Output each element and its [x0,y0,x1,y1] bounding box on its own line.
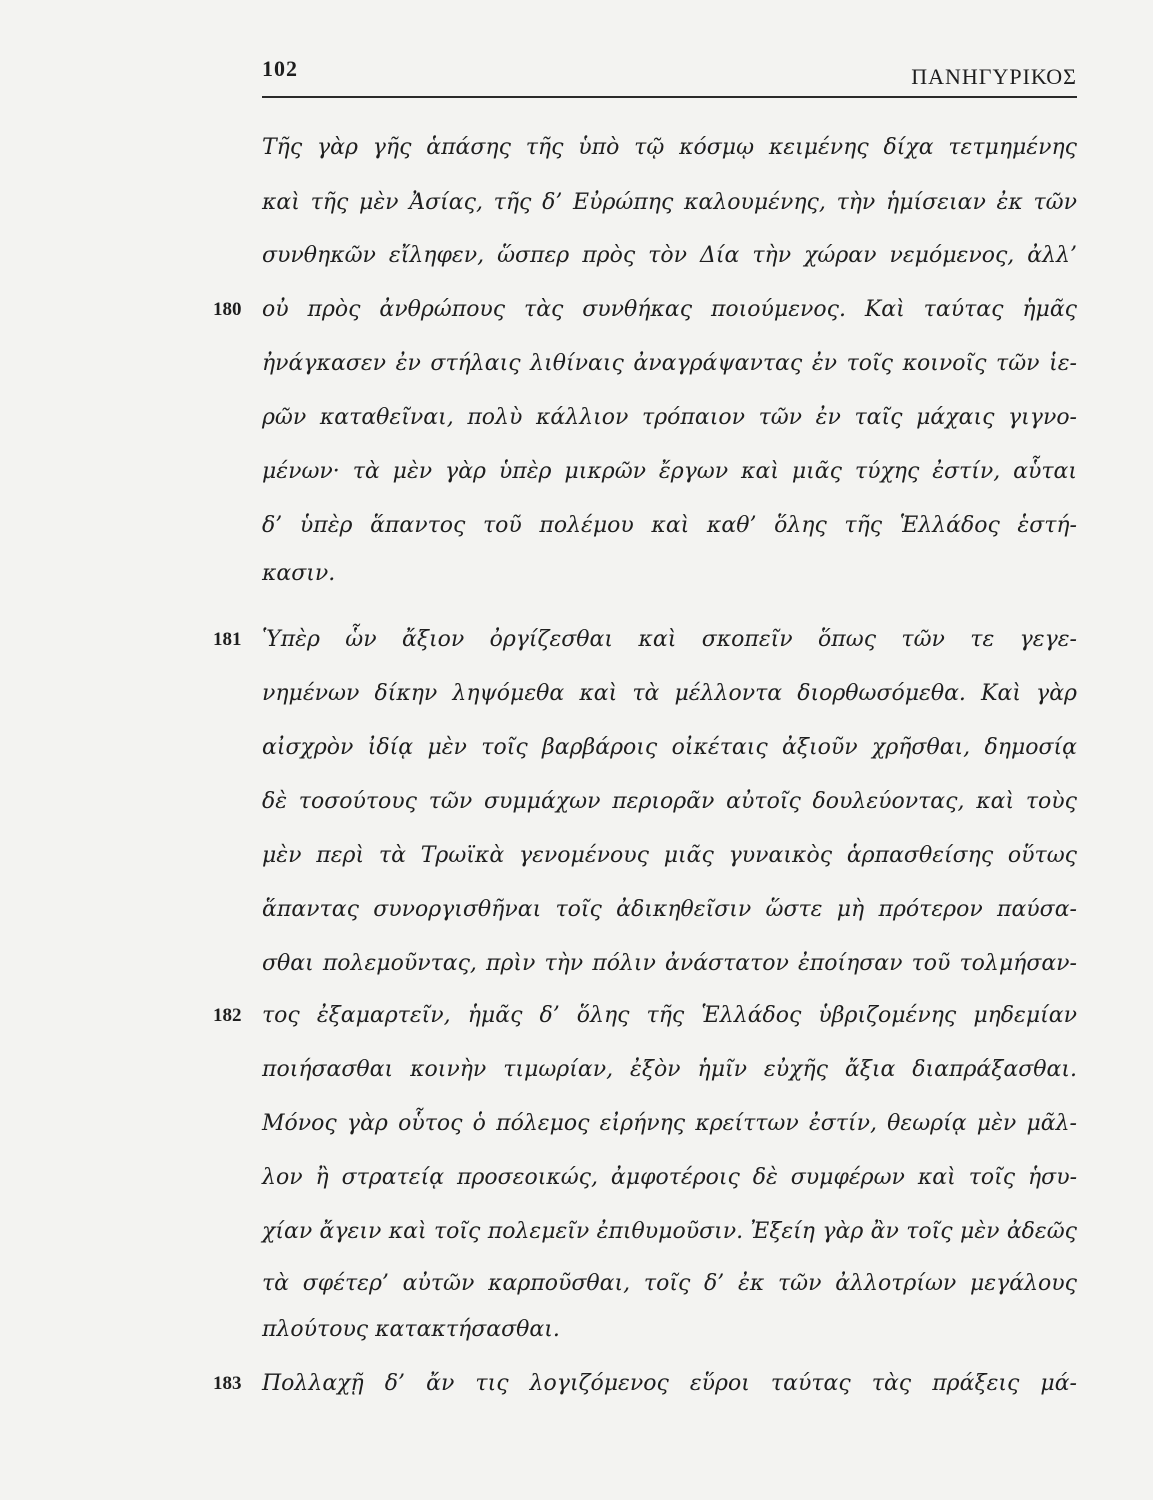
text-line: μὲν περὶ τὰ Τρωϊκὰ γενομένους μιᾶς γυναικὸς ἁρπασθείσης οὕτως [262,843,1077,868]
text-line: νημένων δίκην ληψόμεθα καὶ τὰ μέλλοντα διορθωσόμεθα. Καὶ γὰρ [262,681,1077,706]
text-line: καὶ τῆς μὲν Ἀσίας, τῆς δ’ Εὐρώπης καλουμένης, τὴν ἡμίσειαν ἐκ τῶν [262,190,1077,215]
page-header [262,56,1077,98]
text-line: οὐ πρὸς ἀνθρώπους τὰς συνθήκας ποιούμενος. Καὶ ταύτας ἡμᾶς [262,297,1077,322]
text-line: συνθηκῶν εἴληφεν, ὥσπερ πρὸς τὸν Δία τὴν χώραν νεμόμενος, ἀλλ’ [262,243,1077,268]
text-line: Μόνος γὰρ οὗτος ὁ πόλεμος εἰρήνης κρείττων ἐστίν, θεωρίᾳ μὲν μᾶλ- [262,1111,1077,1136]
running-title: ΠΑΝΗΓΥΡΙΚΟΣ [911,64,1077,89]
section-number: 180 [213,299,242,320]
text-line: Τῆς γὰρ γῆς ἁπάσης τῆς ὑπὸ τῷ κόσμῳ κειμένης δίχα τετμημένης [262,135,1077,160]
text-line: κασιν. [262,561,336,586]
text-line: χίαν ἄγειν καὶ τοῖς πολεμεῖν ἐπιθυμοῦσιν. Ἐξείη γὰρ ἂν τοῖς μὲν ἀδεῶς [262,1219,1077,1244]
text-line: Πολλαχῇ δ’ ἄν τις λογιζόμενος εὕροι ταύτας τὰς πράξεις μά- [262,1371,1077,1396]
text-line: σθαι πολεμοῦντας, πρὶν τὴν πόλιν ἀνάστατον ἐποίησαν τοῦ τολμήσαν- [262,951,1077,976]
text-line: πλούτους κατακτήσασθαι. [262,1317,560,1342]
section-number: 181 [213,629,242,650]
text-line: δ’ ὑπὲρ ἅπαντος τοῦ πολέμου καὶ καθ’ ὅλης τῆς Ἑλλάδος ἑστή- [262,513,1077,538]
text-line: τὰ σφέτερ’ αὐτῶν καρποῦσθαι, τοῖς δ’ ἐκ τῶν ἀλλοτρίων μεγάλους [262,1271,1077,1296]
section-number: 182 [213,1005,242,1026]
text-line: ἠνάγκασεν ἐν στήλαις λιθίναις ἀναγράψαντας ἐν τοῖς κοινοῖς τῶν ἱε- [262,351,1077,376]
text-line: λον ἢ στρατείᾳ προσεοικώς, ἀμφοτέροις δὲ συμφέρων καὶ τοῖς ἡσυ- [262,1165,1077,1190]
text-line: αἰσχρὸν ἰδίᾳ μὲν τοῖς βαρβάροις οἰκέταις ἀξιοῦν χρῆσθαι, δημοσίᾳ [262,735,1077,760]
text-line: ποιήσασθαι κοινὴν τιμωρίαν, ἐξὸν ἡμῖν εὐχῆς ἄξια διαπράξασθαι. [262,1057,1077,1082]
text-line: ρῶν καταθεῖναι, πολὺ κάλλιον τρόπαιον τῶν ἐν ταῖς μάχαις γιγνο- [262,405,1077,430]
text-line: τος ἐξαμαρτεῖν, ἡμᾶς δ’ ὅλης τῆς Ἑλλάδος ὑβριζομένης μηδεμίαν [262,1003,1077,1028]
page-number: 102 [262,56,298,81]
section-number: 183 [213,1373,242,1394]
text-line: ἅπαντας συνοργισθῆναι τοῖς ἀδικηθεῖσιν ὥστε μὴ πρότερον παύσα- [262,897,1077,922]
text-line: Ὑπὲρ ὧν ἄξιον ὀργίζεσθαι καὶ σκοπεῖν ὅπως τῶν τε γεγε- [262,627,1077,652]
text-line: δὲ τοσούτους τῶν συμμάχων περιορᾶν αὐτοῖς δουλεύοντας, καὶ τοὺς [262,789,1077,814]
text-line: μένων· τὰ μὲν γὰρ ὑπὲρ μικρῶν ἔργων καὶ μιᾶς τύχης ἐστίν, αὗται [262,459,1077,484]
